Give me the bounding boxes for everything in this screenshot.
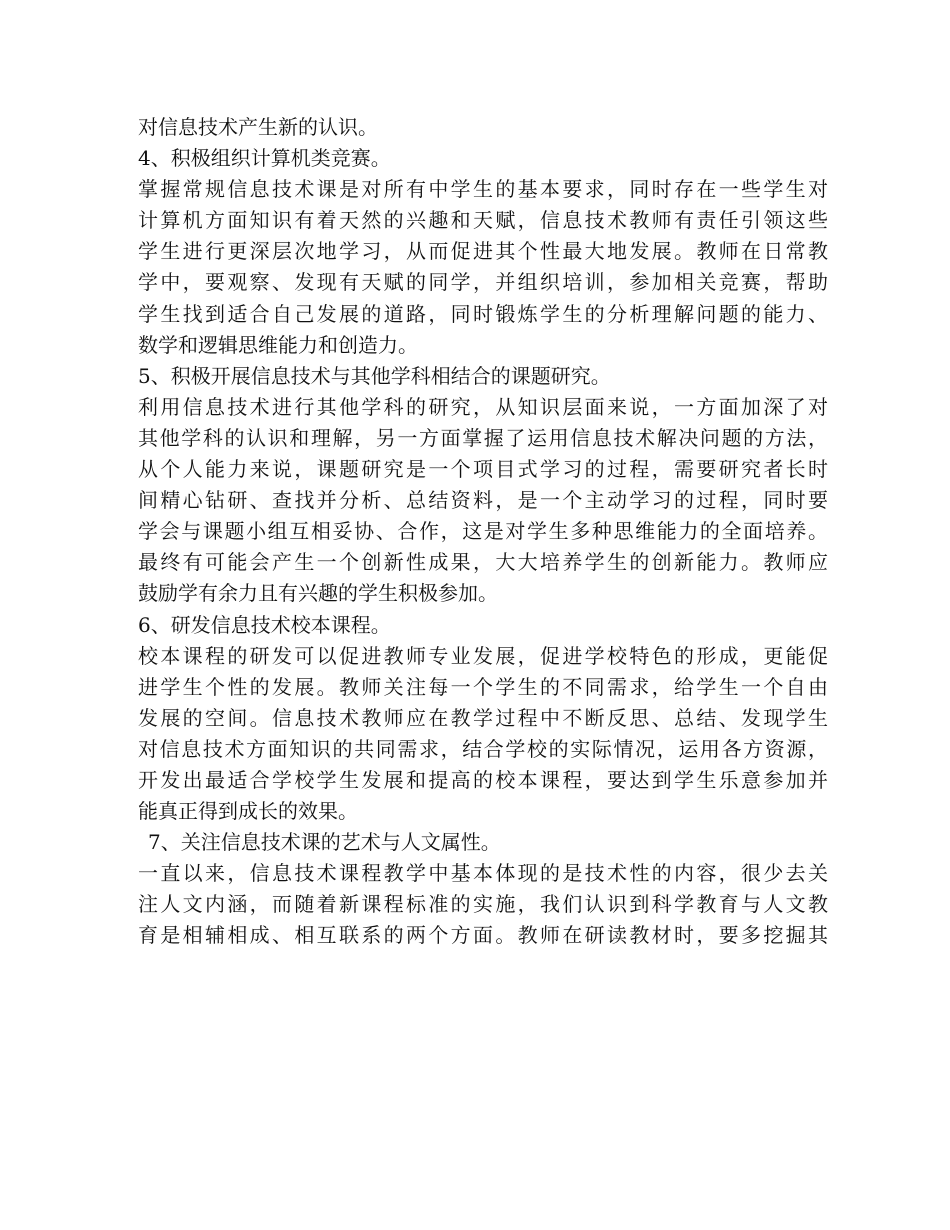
text-line: 学中，要观察、发现有天赋的同学，并组织培训，参加相关竞赛，帮助 [138,270,828,295]
text-line: 一直以来，信息技术课程教学中基本体现的是技术性的内容，很少去关 [138,861,828,886]
text-line: 学会与课题小组互相妥协、合作，这是对学生多种思维能力的全面培养。 [138,519,828,544]
text-line: 进学生个性的发展。教师关注每一个学生的不同需求，给学生一个自由 [138,674,828,699]
section-heading-7: 7、关注信息技术课的艺术与人文属性。 [148,830,501,855]
section-heading-5: 5、积极开展信息技术与其他学科相结合的课题研究。 [138,363,611,388]
document-body [138,112,828,952]
text-line: 数学和逻辑思维能力和创造力。 [138,332,418,357]
text-line: 校本课程的研发可以促进教师专业发展，促进学校特色的形成，更能促 [138,643,828,668]
section-heading-6: 6、研发信息技术校本课程。 [138,612,391,637]
text-line: 计算机方面知识有着天然的兴趣和天赋，信息技术教师有责任引领这些 [138,208,828,233]
text-line: 利用信息技术进行其他学科的研究，从知识层面来说，一方面加深了对 [138,394,828,419]
text-line: 发展的空间。信息技术教师应在教学过程中不断反思、总结、发现学生 [138,705,828,730]
section-heading-4: 4、积极组织计算机类竞赛。 [138,146,391,171]
text-line: 最终有可能会产生一个创新性成果，大大培养学生的创新能力。教师应 [138,550,828,575]
text-line: 掌握常规信息技术课是对所有中学生的基本要求，同时存在一些学生对 [138,177,828,202]
text-line: 其他学科的认识和理解，另一方面掌握了运用信息技术解决问题的方法， [138,425,828,450]
text-line: 鼓励学有余力且有兴趣的学生积极参加。 [138,581,498,606]
text-line: 学生找到适合自己发展的道路，同时锻炼学生的分析理解问题的能力、 [138,301,828,326]
text-line: 对信息技术产生新的认识。 [138,115,378,139]
text-line: 间精心钻研、查找并分析、总结资料，是一个主动学习的过程，同时要 [138,488,828,513]
text-line: 能真正得到成长的效果。 [138,799,358,824]
text-line: 注人文内涵，而随着新课程标准的实施，我们认识到科学教育与人文教 [138,892,828,917]
text-line: 学生进行更深层次地学习，从而促进其个性最大地发展。教师在日常教 [138,239,828,264]
text-line: 对信息技术方面知识的共同需求，结合学校的实际情况，运用各方资源， [138,736,828,761]
text-line: 开发出最适合学校学生发展和提高的校本课程，要达到学生乐意参加并 [138,767,828,792]
text-line: 育是相辅相成、相互联系的两个方面。教师在研读教材时，要多挖掘其 [138,923,828,948]
text-line: 从个人能力来说，课题研究是一个项目式学习的过程，需要研究者长时 [138,457,828,482]
